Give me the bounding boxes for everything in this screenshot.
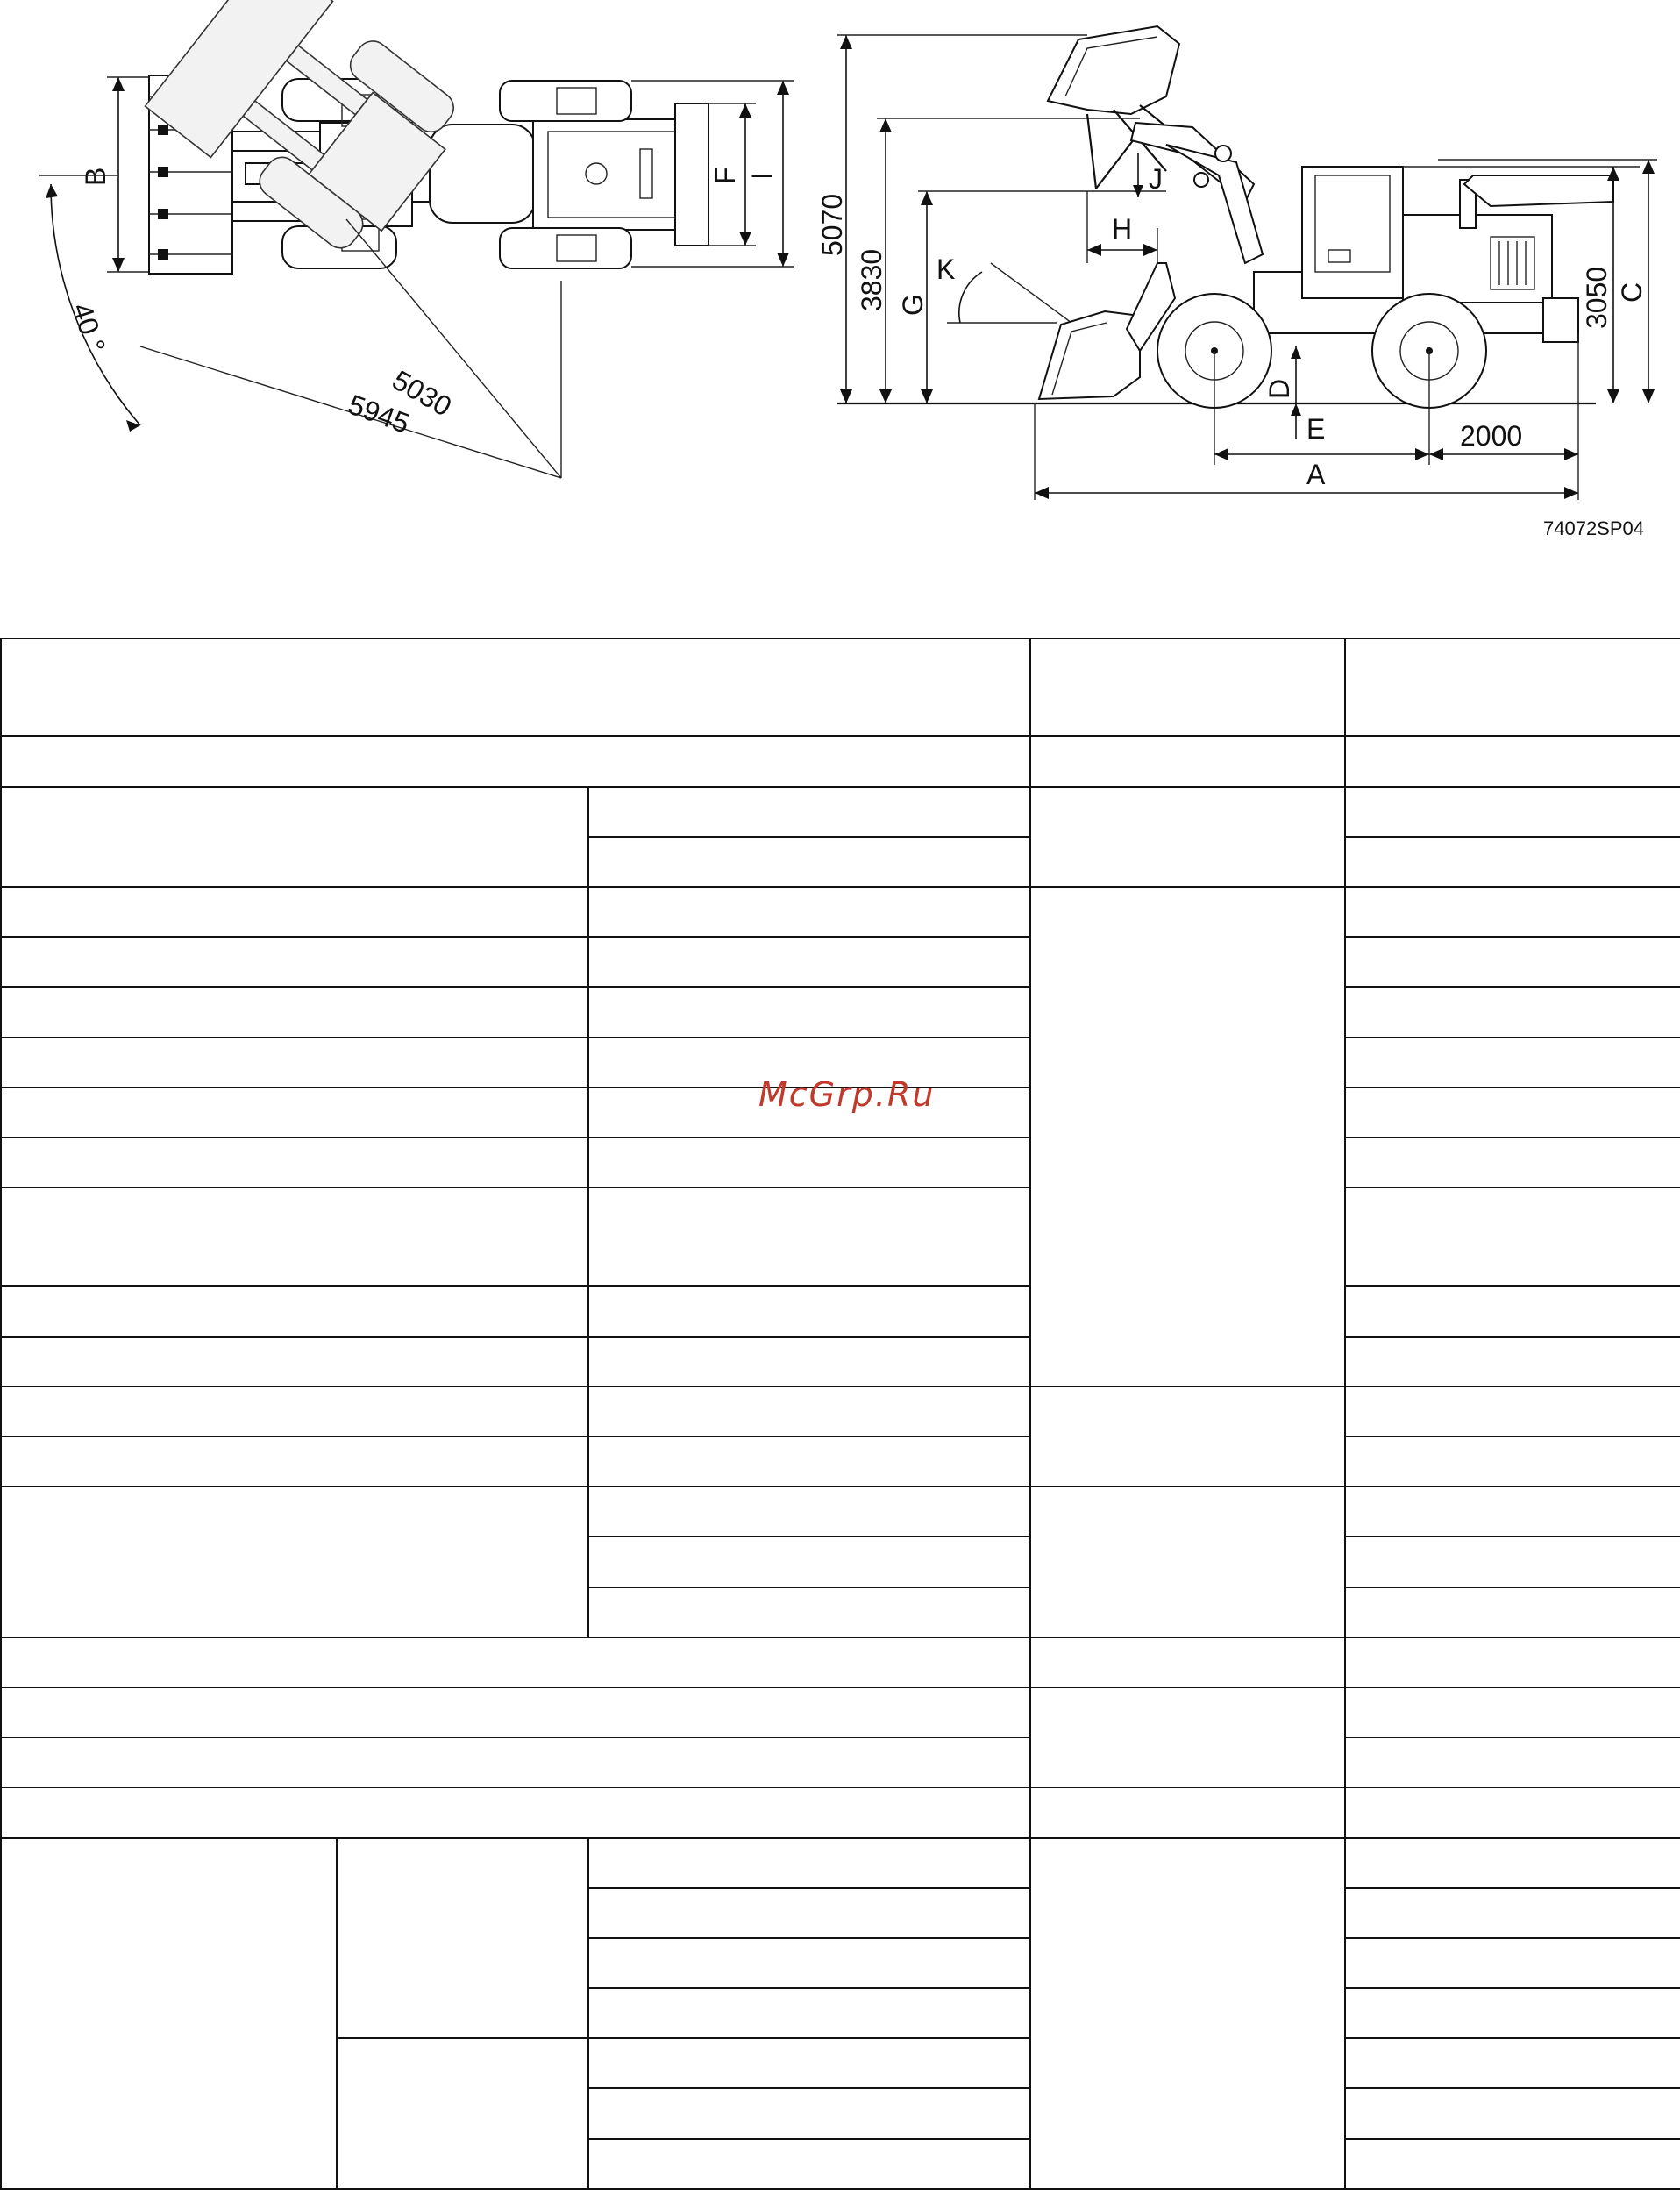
dim-d-label: D xyxy=(1264,378,1295,399)
table-row xyxy=(1,1188,1680,1286)
table-cell xyxy=(1345,987,1680,1037)
table-cell xyxy=(588,1938,1030,1988)
table-cell xyxy=(1345,1587,1680,1637)
height-max-label: 5070 xyxy=(816,193,848,256)
table-cell xyxy=(1030,638,1345,736)
table-cell xyxy=(1,1387,588,1437)
table-cell xyxy=(1,1286,588,1336)
table-cell xyxy=(1345,2139,1680,2189)
watermark: McGrp.Ru xyxy=(758,1075,936,1114)
table-cell xyxy=(588,1286,1030,1336)
table-cell xyxy=(588,1437,1030,1487)
table-cell xyxy=(1,787,588,887)
table-cell xyxy=(1345,787,1680,837)
table-cell xyxy=(1030,1637,1345,1687)
table-cell xyxy=(1,1188,588,1286)
table-cell xyxy=(1,1038,588,1088)
table-row xyxy=(1,1687,1680,1737)
table-cell xyxy=(1345,2088,1680,2138)
table-cell xyxy=(1,1337,588,1387)
table-cell xyxy=(1030,1687,1345,1787)
table-cell xyxy=(1345,1737,1680,1787)
table-cell xyxy=(1345,1888,1680,1938)
table-cell xyxy=(1,937,588,987)
table-row xyxy=(1,1737,1680,1787)
table-cell xyxy=(588,1138,1030,1188)
table-cell xyxy=(1345,1138,1680,1188)
loader-dimension-drawing xyxy=(0,0,1680,614)
table-cell xyxy=(1,987,588,1037)
table-cell xyxy=(1345,1988,1680,2038)
table-row xyxy=(1,1787,1680,1837)
table-row xyxy=(1,736,1680,786)
height-hinge-label: 3830 xyxy=(856,248,887,311)
table-cell xyxy=(1345,1088,1680,1138)
table-cell xyxy=(1345,1637,1680,1687)
table-cell xyxy=(588,1487,1030,1537)
table-row xyxy=(1,1337,1680,1387)
table-cell xyxy=(1345,837,1680,887)
table-row xyxy=(1,1387,1680,1437)
dim-g-label: G xyxy=(897,294,929,316)
table-cell xyxy=(337,1838,588,2039)
side-view xyxy=(816,26,1657,539)
dim-j-label: J xyxy=(1149,163,1163,195)
table-row xyxy=(1,1838,1680,1888)
table-cell xyxy=(588,1188,1030,1286)
table-cell xyxy=(1345,1787,1680,1837)
figure-code: 74072SP04 xyxy=(1543,517,1644,539)
table-cell xyxy=(1030,787,1345,887)
table-cell xyxy=(1345,1838,1680,1888)
plan-view xyxy=(39,0,794,478)
table-row xyxy=(1,1437,1680,1487)
table-cell xyxy=(337,2038,588,2189)
table-cell xyxy=(1,1088,588,1138)
table-cell xyxy=(588,1337,1030,1387)
dim-h-label: H xyxy=(1112,213,1133,245)
table-cell xyxy=(1345,1938,1680,1988)
table-cell xyxy=(1345,1337,1680,1387)
table-cell xyxy=(1345,638,1680,736)
table-cell xyxy=(588,787,1030,837)
spec-table xyxy=(0,638,1680,2190)
table-cell xyxy=(1345,1487,1680,1537)
dim-e-label: E xyxy=(1306,413,1326,445)
table-row xyxy=(1,1487,1680,1537)
table-cell xyxy=(1,1737,1030,1787)
table-cell xyxy=(1345,1437,1680,1487)
table-cell xyxy=(1030,1487,1345,1637)
table-row xyxy=(1,937,1680,987)
table-row xyxy=(1,787,1680,837)
table-cell xyxy=(1,887,588,937)
table-cell xyxy=(588,1888,1030,1938)
table-cell xyxy=(588,1537,1030,1587)
table-cell xyxy=(588,1387,1030,1437)
table-row xyxy=(1,887,1680,937)
table-cell xyxy=(1030,736,1345,786)
table-cell xyxy=(1,736,1030,786)
table-cell xyxy=(588,1838,1030,1888)
angle-label: 40 ° xyxy=(66,299,112,357)
table-cell xyxy=(1345,1537,1680,1587)
table-cell xyxy=(1345,1687,1680,1737)
table-cell xyxy=(588,987,1030,1037)
table-cell xyxy=(1,1138,588,1188)
table-cell xyxy=(588,1587,1030,1637)
dim-b-label: B xyxy=(80,167,111,186)
table-cell xyxy=(588,937,1030,987)
table-cell xyxy=(1345,937,1680,987)
table-cell xyxy=(1345,1038,1680,1088)
table-row xyxy=(1,987,1680,1037)
table-row xyxy=(1,638,1680,736)
table-cell xyxy=(1,1687,1030,1737)
table-row xyxy=(1,1138,1680,1188)
table-cell xyxy=(1345,887,1680,937)
dim-a-label: A xyxy=(1306,459,1326,490)
table-cell xyxy=(1,1637,1030,1687)
height-cab-label: 3050 xyxy=(1581,266,1612,329)
dim-c-label: C xyxy=(1616,282,1648,303)
dim-i-label: I xyxy=(746,172,778,180)
table-row xyxy=(1,1286,1680,1336)
table-cell xyxy=(588,2139,1030,2189)
table-cell xyxy=(1345,736,1680,786)
table-cell xyxy=(1030,887,1345,1387)
table-cell xyxy=(1345,1188,1680,1286)
table-row xyxy=(1,1637,1680,1687)
dim-f-label: F xyxy=(709,167,741,184)
table-cell xyxy=(1030,1838,1345,2190)
table-cell xyxy=(588,2038,1030,2088)
table-cell xyxy=(1,1487,588,1637)
table-cell xyxy=(1345,1286,1680,1336)
table-cell xyxy=(588,1988,1030,2038)
table-cell xyxy=(1030,1787,1345,1837)
table-cell xyxy=(1345,1387,1680,1437)
wheelbase-label: 2000 xyxy=(1460,420,1523,452)
table-cell xyxy=(1,1787,1030,1837)
table-cell xyxy=(588,837,1030,887)
table-cell xyxy=(588,2088,1030,2138)
table-cell xyxy=(1,1838,337,2190)
table-cell xyxy=(1,1437,588,1487)
radius-inner-label: 5030 xyxy=(387,363,458,423)
table-cell xyxy=(1345,2038,1680,2088)
radius-outer-label: 5945 xyxy=(344,388,414,439)
table-cell xyxy=(1030,1387,1345,1487)
table-cell xyxy=(588,887,1030,937)
dim-k-label: K xyxy=(936,253,956,285)
table-cell xyxy=(1,638,1030,736)
